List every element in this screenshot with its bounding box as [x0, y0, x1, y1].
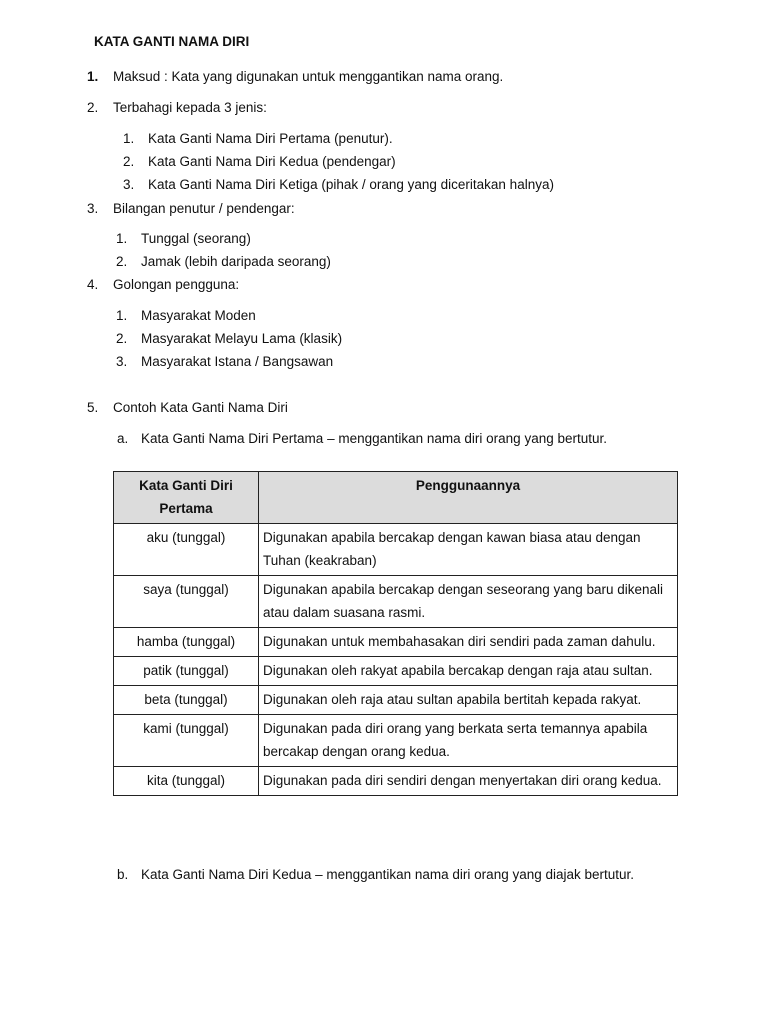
- table-cell-usage: Digunakan pada diri orang yang berkata serta temannya apabila bercakap dengan orang kedua.: [259, 715, 678, 767]
- item-4-text: Golongan pengguna:: [113, 277, 240, 292]
- item-4-number: 4.: [87, 277, 99, 292]
- table-cell-pronoun: hamba (tunggal): [114, 628, 259, 657]
- item-2-sub-1-number: 1.: [123, 131, 135, 146]
- item-2-sub-2-text: Kata Ganti Nama Diri Kedua (pendengar): [148, 154, 396, 169]
- table-header-row: [114, 472, 678, 524]
- item-1-number: 1.: [87, 69, 99, 84]
- item-3-number: 3.: [87, 201, 99, 216]
- table-cell-usage: Digunakan untuk membahasakan diri sendiri pada zaman dahulu.: [259, 628, 678, 657]
- table-cell-pronoun: patik (tunggal): [114, 657, 259, 686]
- document-title: KATA GANTI NAMA DIRI: [94, 34, 250, 49]
- table-row: [114, 686, 678, 715]
- item-4-sub-1-text: Masyarakat Moden: [141, 308, 256, 323]
- item-4-sub-2-text: Masyarakat Melayu Lama (klasik): [141, 331, 343, 346]
- table-row: [114, 576, 678, 628]
- table-cell-pronoun: aku (tunggal): [114, 524, 259, 576]
- item-2-sub-3-number: 3.: [123, 177, 135, 192]
- table-cell-pronoun: kita (tunggal): [114, 767, 259, 796]
- item-5-text: Contoh Kata Ganti Nama Diri: [113, 400, 288, 415]
- item-4-sub-3-number: 3.: [116, 354, 128, 369]
- table-cell-pronoun: saya (tunggal): [114, 576, 259, 628]
- item-2-sub-3-text: Kata Ganti Nama Diri Ketiga (pihak / orang yang diceritakan halnya): [148, 177, 554, 192]
- item-5-number: 5.: [87, 400, 99, 415]
- item-4-sub-2-number: 2.: [116, 331, 128, 346]
- table-row: [114, 628, 678, 657]
- item-5-sub-a-letter: a.: [117, 431, 129, 446]
- table-row: [114, 715, 678, 767]
- item-3-text: Bilangan penutur / pendengar:: [113, 201, 295, 216]
- item-2-text: Terbahagi kepada 3 jenis:: [113, 100, 267, 115]
- table-row: [114, 657, 678, 686]
- table-cell-pronoun: beta (tunggal): [114, 686, 259, 715]
- item-2-sub-2-number: 2.: [123, 154, 135, 169]
- item-5-sub-b-text: Kata Ganti Nama Diri Kedua – menggantikan nama diri orang yang diajak bertutur.: [141, 867, 635, 882]
- item-1-text: Maksud : Kata yang digunakan untuk menggantikan nama orang.: [113, 69, 504, 84]
- table-header-pronoun: Kata Ganti Diri Pertama: [114, 472, 259, 524]
- table-cell-usage: Digunakan pada diri sendiri dengan menyertakan diri orang kedua.: [259, 767, 678, 796]
- item-5-sub-a-text: Kata Ganti Nama Diri Pertama – menggantikan nama diri orang yang bertutur.: [141, 431, 607, 446]
- item-3-sub-2-number: 2.: [116, 254, 128, 269]
- item-3-sub-2-text: Jamak (lebih daripada seorang): [141, 254, 331, 269]
- table-cell-usage: Digunakan apabila bercakap dengan seseorang yang baru dikenali atau dalam suasana rasmi.: [259, 576, 678, 628]
- table-cell-pronoun: kami (tunggal): [114, 715, 259, 767]
- item-3-sub-1-number: 1.: [116, 231, 128, 246]
- table-cell-usage: Digunakan apabila bercakap dengan kawan biasa atau dengan Tuhan (keakraban): [259, 524, 678, 576]
- table-header-usage: Penggunaannya: [259, 472, 678, 524]
- table-cell-usage: Digunakan oleh rakyat apabila bercakap dengan raja atau sultan.: [259, 657, 678, 686]
- table-row: [114, 524, 678, 576]
- item-2-sub-1-text: Kata Ganti Nama Diri Pertama (penutur).: [148, 131, 393, 146]
- item-4-sub-3-text: Masyarakat Istana / Bangsawan: [141, 354, 334, 369]
- item-4-sub-1-number: 1.: [116, 308, 128, 323]
- item-3-sub-1-text: Tunggal (seorang): [141, 231, 251, 246]
- item-5-sub-b-letter: b.: [117, 867, 129, 882]
- first-person-pronoun-table: [113, 471, 678, 796]
- item-2-number: 2.: [87, 100, 99, 115]
- table-row: [114, 767, 678, 796]
- table-cell-usage: Digunakan oleh raja atau sultan apabila bertitah kepada rakyat.: [259, 686, 678, 715]
